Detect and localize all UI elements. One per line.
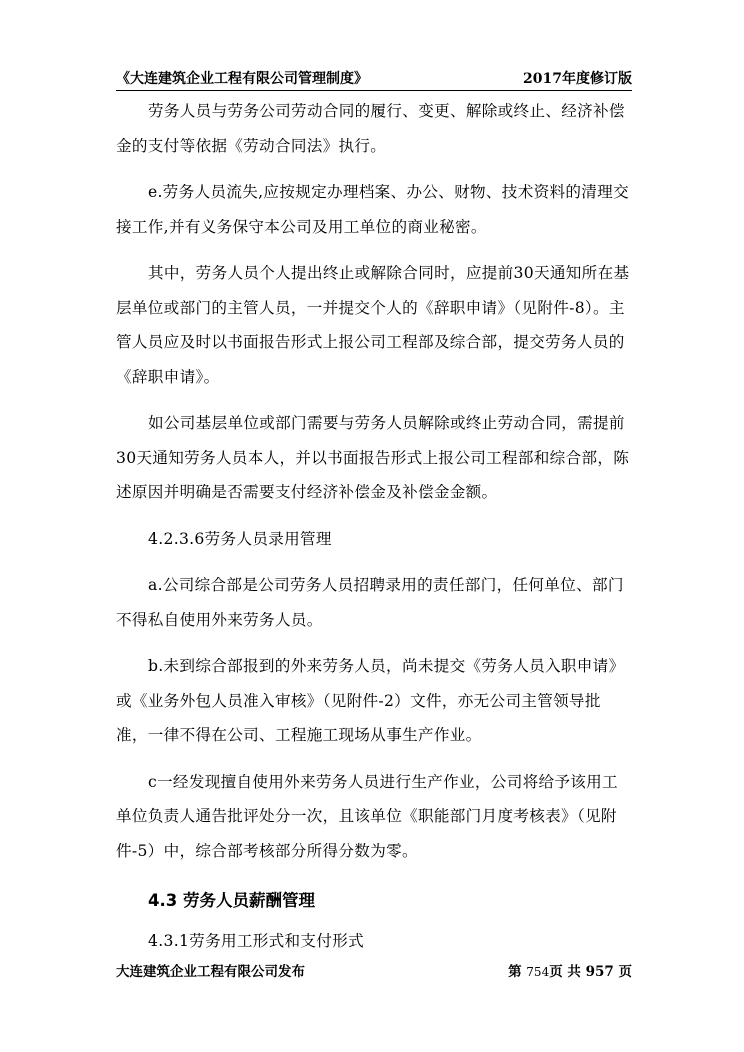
page-current: 754 (526, 965, 550, 979)
paragraph-handover: e.劳务人员流失,应按规定办理档案、办公、财物、技术资料的清理交接工作,并有义务保守本公司及用工单位的商业秘密。 (116, 183, 629, 236)
document-body (116, 94, 632, 959)
publisher-label: 大连建筑企业工程有限公司发布 (116, 964, 305, 980)
paragraph-item-a: a.公司综合部是公司劳务人员招聘录用的责任部门，任何单位、部门不得私自使用外来劳务人员。 (116, 576, 624, 629)
subsection-title-payment: 4.3.1劳务用工形式和支付形式 (148, 932, 365, 950)
paragraph-item-b: b.未到综合部报到的外来劳务人员，尚未提交《劳务人员入职申请》或《业务外包人员准入审核》（见附件-2）文件，亦无公司主管领导批准，一律不得在公司、工程施工现场从事生产作业。 (116, 657, 625, 744)
page-header (116, 64, 632, 91)
page-mid: 页 共 (549, 964, 581, 980)
paragraph-item-c: c一经发现擅自使用外来劳务人员进行生产作业，公司将给予该用工单位负责人通告批评处分一次，且该单位《职能部门月度考核表》（见附件-5）中，综合部考核部分所得分数为零。 (116, 772, 618, 860)
page-suffix: 页 (618, 964, 632, 980)
section-title-hiring: 4.2.3.6劳务人员录用管理 (148, 529, 332, 548)
page-total: 957 (585, 964, 614, 980)
paragraph-resignation: 其中，劳务人员个人提出终止或解除合同时，应提前30天通知所在基层单位或部门的主管人员，一并提交个人的《辞职申请》（见附件-8）。主管人员应及时以书面报告形式上报公司工程部及综合部，提交劳务人员的《辞职申请》。 (116, 264, 630, 386)
edition-label: 2017年度修订版 (523, 71, 632, 87)
paragraph-termination: 如公司基层单位或部门需要与劳务人员解除或终止劳动合同，需提前30天通知劳务人员本人，并以书面报告形式上报公司工程部和综合部，陈述原因并明确是否需要支付经济补偿金及补偿金金额。 (116, 414, 630, 501)
paragraph-contract-execution: 劳务人员与劳务公司劳动合同的履行、变更、解除或终止、经济补偿金的支付等依据《劳动合同法》执行。 (116, 102, 625, 155)
page-prefix: 第 (508, 964, 522, 980)
section-heading-salary: 4.3 劳务人员薪酬管理 (148, 891, 315, 910)
page-counter (508, 960, 632, 980)
document-title: 《大连建筑企业工程有限公司管理制度》 (116, 71, 368, 87)
page-footer (116, 960, 632, 982)
